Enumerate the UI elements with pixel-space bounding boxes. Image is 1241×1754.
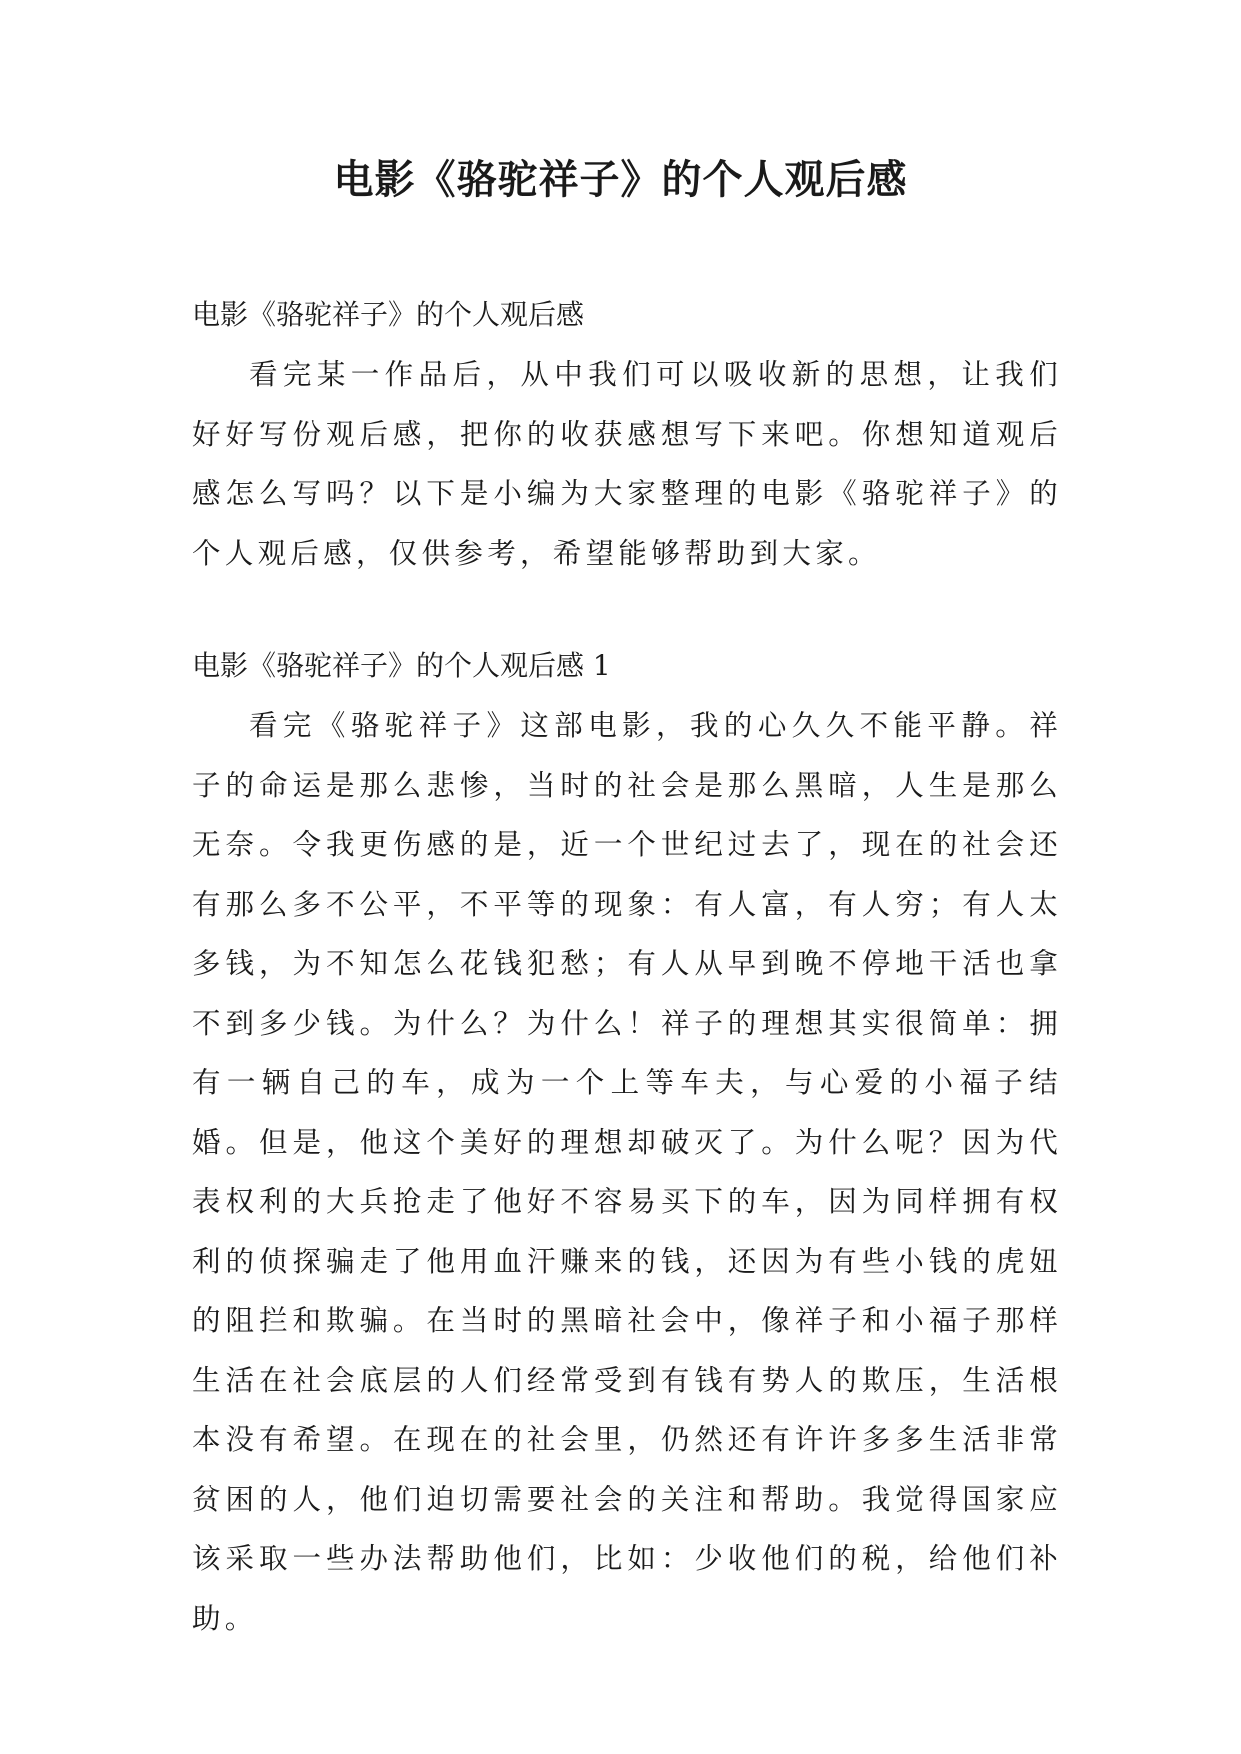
intro-paragraph: 看完某一作品后，从中我们可以吸收新的思想，让我们好好写份观后感，把你的收获感想写下来吧。你想知道观后感怎么写吗？以下是小编为大家整理的电影《骆驼祥子》的个人观后感，仅供参考，希望能够帮助到大家。 xyxy=(192,358,1062,570)
section-1 xyxy=(192,636,1062,1648)
intro-section xyxy=(192,285,1062,583)
section-1-heading: 电影《骆驼祥子》的个人观后感 1 xyxy=(192,649,611,682)
intro-heading: 电影《骆驼祥子》的个人观后感 xyxy=(192,298,585,331)
section-1-paragraph: 看完《骆驼祥子》这部电影，我的心久久不能平静。祥子的命运是那么悲惨，当时的社会是那么黑暗，人生是那么无奈。令我更伤感的是，近一个世纪过去了，现在的社会还有那么多不公平，不平等的现象：有人富，有人穷；有人太多钱，为不知怎么花钱犯愁；有人从早到晚不停地干活也拿不到多少钱。为什么？为什么！祥子的理想其实很简单：拥有一辆自己的车，成为一个上等车夫，与心爱的小福子结婚。但是，他这个美好的理想却破灭了。为什么呢？因为代表权利的大兵抢走了他好不容易买下的车，因为同样拥有权利的侦探骗走了他用血汗赚来的钱，还因为有些小钱的虎妞的阻拦和欺骗。在当时的黑暗社会中，像祥子和小福子那样生活在社会底层的人们经常受到有钱有势人的欺压，生活根本没有希望。在现在的社会里，仍然还有许许多多生活非常贫困的人，他们迫切需要社会的关注和帮助。我觉得国家应该采取一些办法帮助他们，比如：少收他们的税，给他们补助。 xyxy=(192,709,1062,1635)
document-title: 电影《骆驼祥子》的个人观后感 xyxy=(333,156,908,203)
